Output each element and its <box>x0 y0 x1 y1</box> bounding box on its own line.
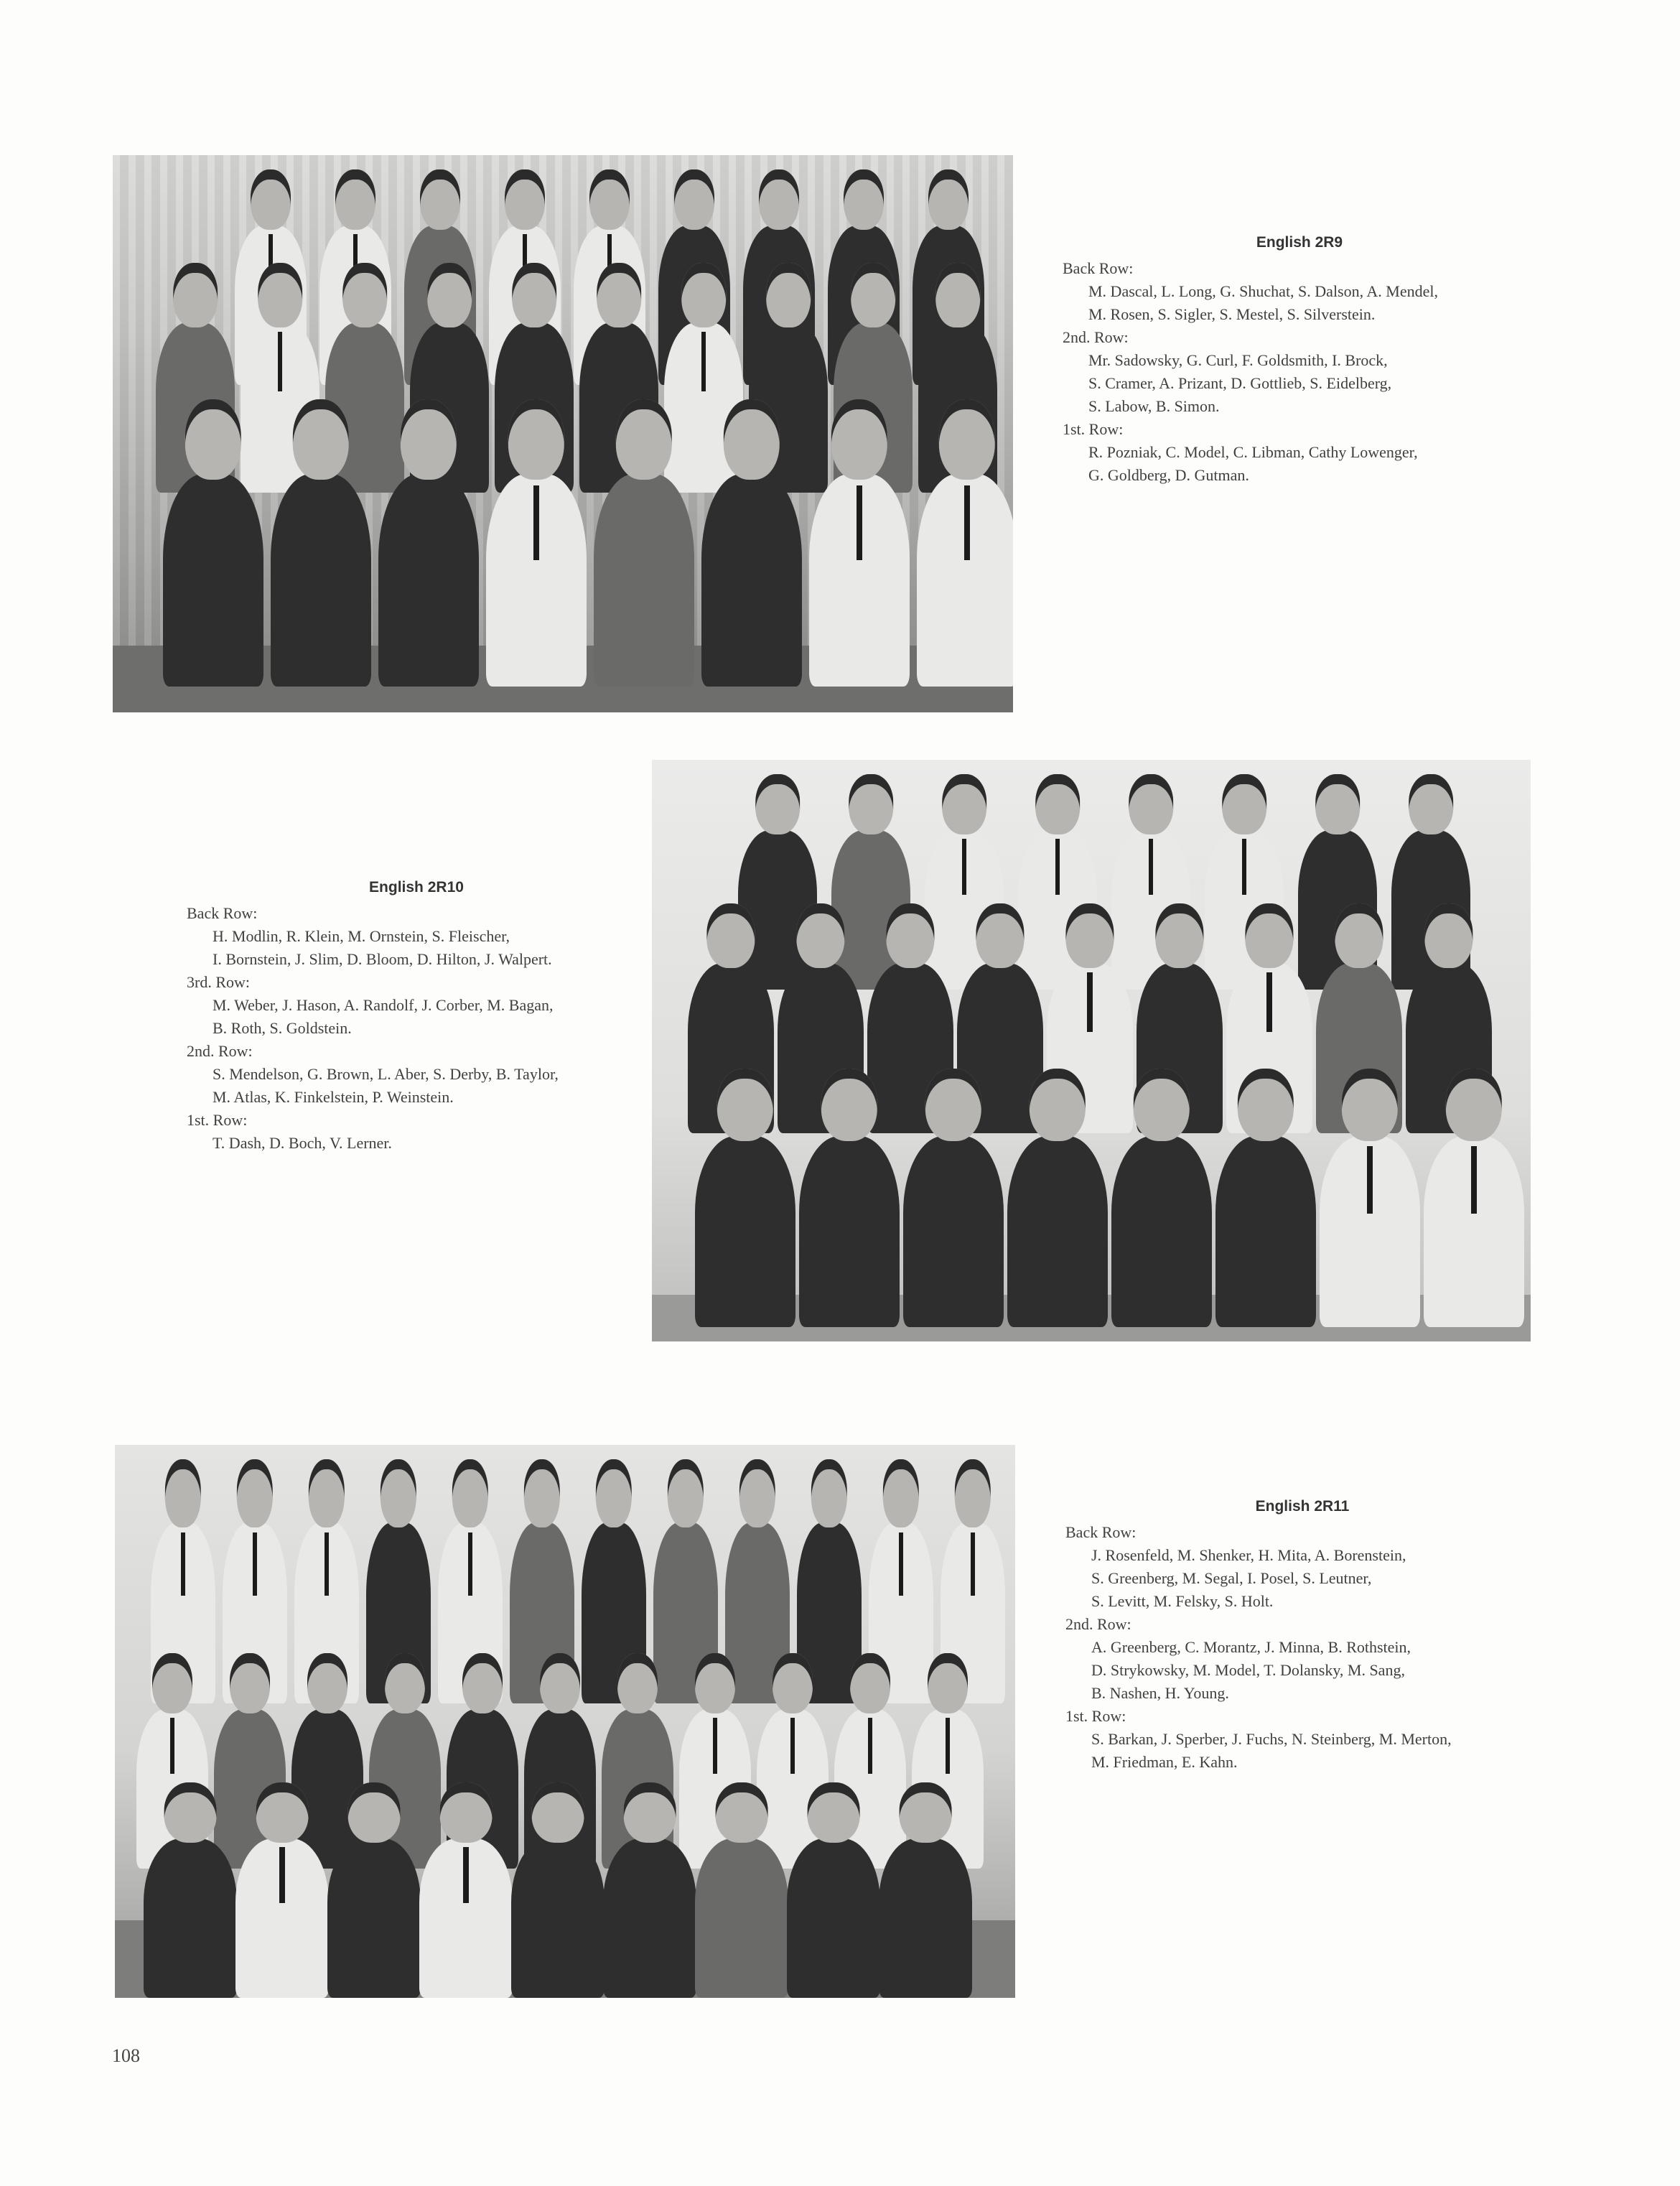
caption-lines <box>1063 257 1536 487</box>
row-names: S. Levitt, M. Felsky, S. Holt. <box>1091 1592 1274 1610</box>
person-figure <box>695 1782 788 1998</box>
person-figure <box>603 1782 696 1998</box>
section-title: English 2R9 <box>1256 234 1343 251</box>
person-figure <box>163 399 263 687</box>
row-label: 1st. Row: <box>1063 420 1124 438</box>
row-names: M. Rosen, S. Sigler, S. Mestel, S. Silverstein. <box>1088 305 1376 323</box>
person-figure <box>511 1782 605 1998</box>
row-label: Back Row: <box>1063 259 1134 277</box>
person-figure <box>695 1069 795 1327</box>
page-number: 108 <box>112 2045 140 2066</box>
row-names: S. Barkan, J. Sperber, J. Fuchs, N. Steinberg, M. Merton, <box>1091 1730 1452 1748</box>
caption-english-2r9 <box>1063 231 1536 487</box>
class-photo-2r11 <box>115 1445 1015 1998</box>
row-names: S. Greenberg, M. Segal, I. Posel, S. Leutner, <box>1091 1569 1372 1587</box>
row-label: 1st. Row: <box>1065 1707 1126 1725</box>
row-label: 3rd. Row: <box>187 973 250 991</box>
row-label: 2nd. Row: <box>187 1042 253 1060</box>
row-names: A. Greenberg, C. Morantz, J. Minna, B. Rothstein, <box>1091 1638 1411 1656</box>
row-names: M. Dascal, L. Long, G. Shuchat, S. Dalson, A. Mendel, <box>1088 282 1438 300</box>
person-figure <box>787 1782 880 1998</box>
row-names: Mr. Sadowsky, G. Curl, F. Goldsmith, I. Brock, <box>1088 351 1388 369</box>
row-names: G. Goldberg, D. Gutman. <box>1088 466 1249 484</box>
person-figure <box>378 399 479 687</box>
person-figure <box>144 1782 237 1998</box>
person-figure <box>799 1069 900 1327</box>
person-figure <box>701 399 802 687</box>
person-figure <box>486 399 587 687</box>
caption-english-2r10 <box>187 876 646 1155</box>
row-label: 2nd. Row: <box>1065 1615 1131 1633</box>
person-figure <box>879 1782 972 1998</box>
caption-lines <box>187 902 646 1155</box>
caption-lines <box>1065 1521 1539 1774</box>
person-figure <box>917 399 1013 687</box>
person-figure <box>1424 1069 1524 1327</box>
person-figure <box>1215 1069 1316 1327</box>
row-label: 2nd. Row: <box>1063 328 1129 346</box>
row-names: J. Rosenfeld, M. Shenker, H. Mita, A. Borenstein, <box>1091 1546 1406 1564</box>
row-label: Back Row: <box>1065 1523 1137 1541</box>
person-figure <box>594 399 694 687</box>
row-names: I. Bornstein, J. Slim, D. Bloom, D. Hilton, J. Walpert. <box>213 950 552 968</box>
row-names: S. Cramer, A. Prizant, D. Gottlieb, S. Eidelberg, <box>1088 374 1392 392</box>
class-photo-2r10 <box>652 760 1531 1341</box>
row-label: Back Row: <box>187 904 258 922</box>
row-names: M. Friedman, E. Kahn. <box>1091 1753 1238 1771</box>
row-label: 1st. Row: <box>187 1111 248 1129</box>
row-names: H. Modlin, R. Klein, M. Ornstein, S. Fleischer, <box>213 927 510 945</box>
person-figure <box>1111 1069 1212 1327</box>
section-title: English 2R10 <box>369 879 464 896</box>
row-names: M. Weber, J. Hason, A. Randolf, J. Corber, M. Bagan, <box>213 996 554 1014</box>
row-names: T. Dash, D. Boch, V. Lerner. <box>213 1134 392 1152</box>
row-names: B. Nashen, H. Young. <box>1091 1684 1229 1702</box>
row-names: S. Labow, B. Simon. <box>1088 397 1220 415</box>
row-names: M. Atlas, K. Finkelstein, P. Weinstein. <box>213 1088 454 1106</box>
person-figure <box>903 1069 1004 1327</box>
row-names: R. Pozniak, C. Model, C. Libman, Cathy Lowenger, <box>1088 443 1418 461</box>
caption-english-2r11 <box>1065 1495 1539 1774</box>
person-figure <box>235 1782 329 1998</box>
row-names: B. Roth, S. Goldstein. <box>213 1019 352 1037</box>
class-photo-2r9 <box>113 155 1013 712</box>
person-figure <box>1007 1069 1108 1327</box>
person-figure <box>809 399 910 687</box>
person-figure <box>271 399 371 687</box>
person-figure <box>419 1782 513 1998</box>
section-title: English 2R11 <box>1255 1498 1350 1515</box>
person-figure <box>327 1782 421 1998</box>
row-names: S. Mendelson, G. Brown, L. Aber, S. Derby, B. Taylor, <box>213 1065 559 1083</box>
person-figure <box>1320 1069 1420 1327</box>
row-names: D. Strykowsky, M. Model, T. Dolansky, M. Sang, <box>1091 1661 1405 1679</box>
